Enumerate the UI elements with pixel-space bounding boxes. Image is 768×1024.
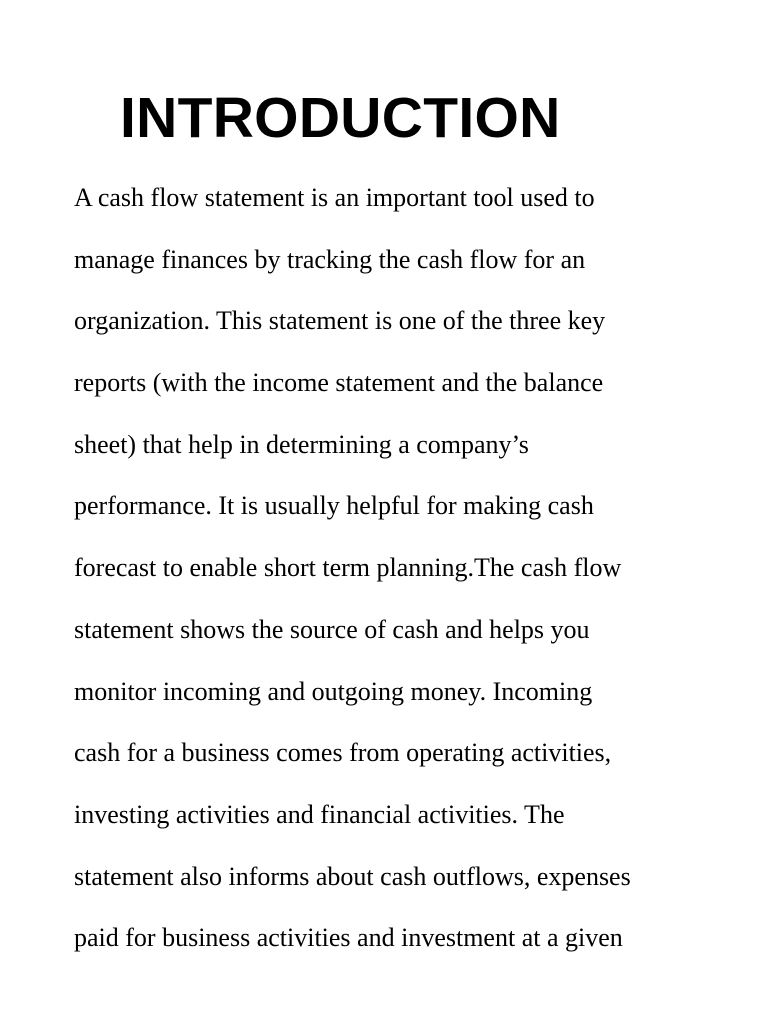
paragraph-line: paid for business activities and investment at a given	[74, 923, 623, 953]
paragraph-line: A cash flow statement is an important tool used to	[74, 183, 595, 212]
paragraph-line: sheet) that help in determining a company’s	[74, 429, 529, 459]
paragraph-line: organization. This statement is one of the three key	[74, 306, 606, 336]
paragraph-line: statement shows the source of cash and helps you	[74, 614, 590, 644]
paragraph-line: forecast to enable short term planning.The cash flow	[74, 553, 622, 583]
paragraph-line: statement also informs about cash outflows, expenses	[74, 861, 631, 891]
body-paragraph	[74, 167, 714, 969]
paragraph-line: reports (with the income statement and the balance	[74, 368, 604, 398]
page-title: INTRODUCTION	[120, 86, 561, 150]
paragraph-line: performance. It is usually helpful for making cash	[74, 491, 594, 521]
paragraph-line: manage finances by tracking the cash flow for an	[74, 244, 586, 274]
paragraph-line: investing activities and financial activities. The	[74, 799, 565, 829]
paragraph-line: cash for a business comes from operating activities,	[74, 738, 612, 768]
paragraph-line: monitor incoming and outgoing money. Incoming	[74, 676, 593, 706]
